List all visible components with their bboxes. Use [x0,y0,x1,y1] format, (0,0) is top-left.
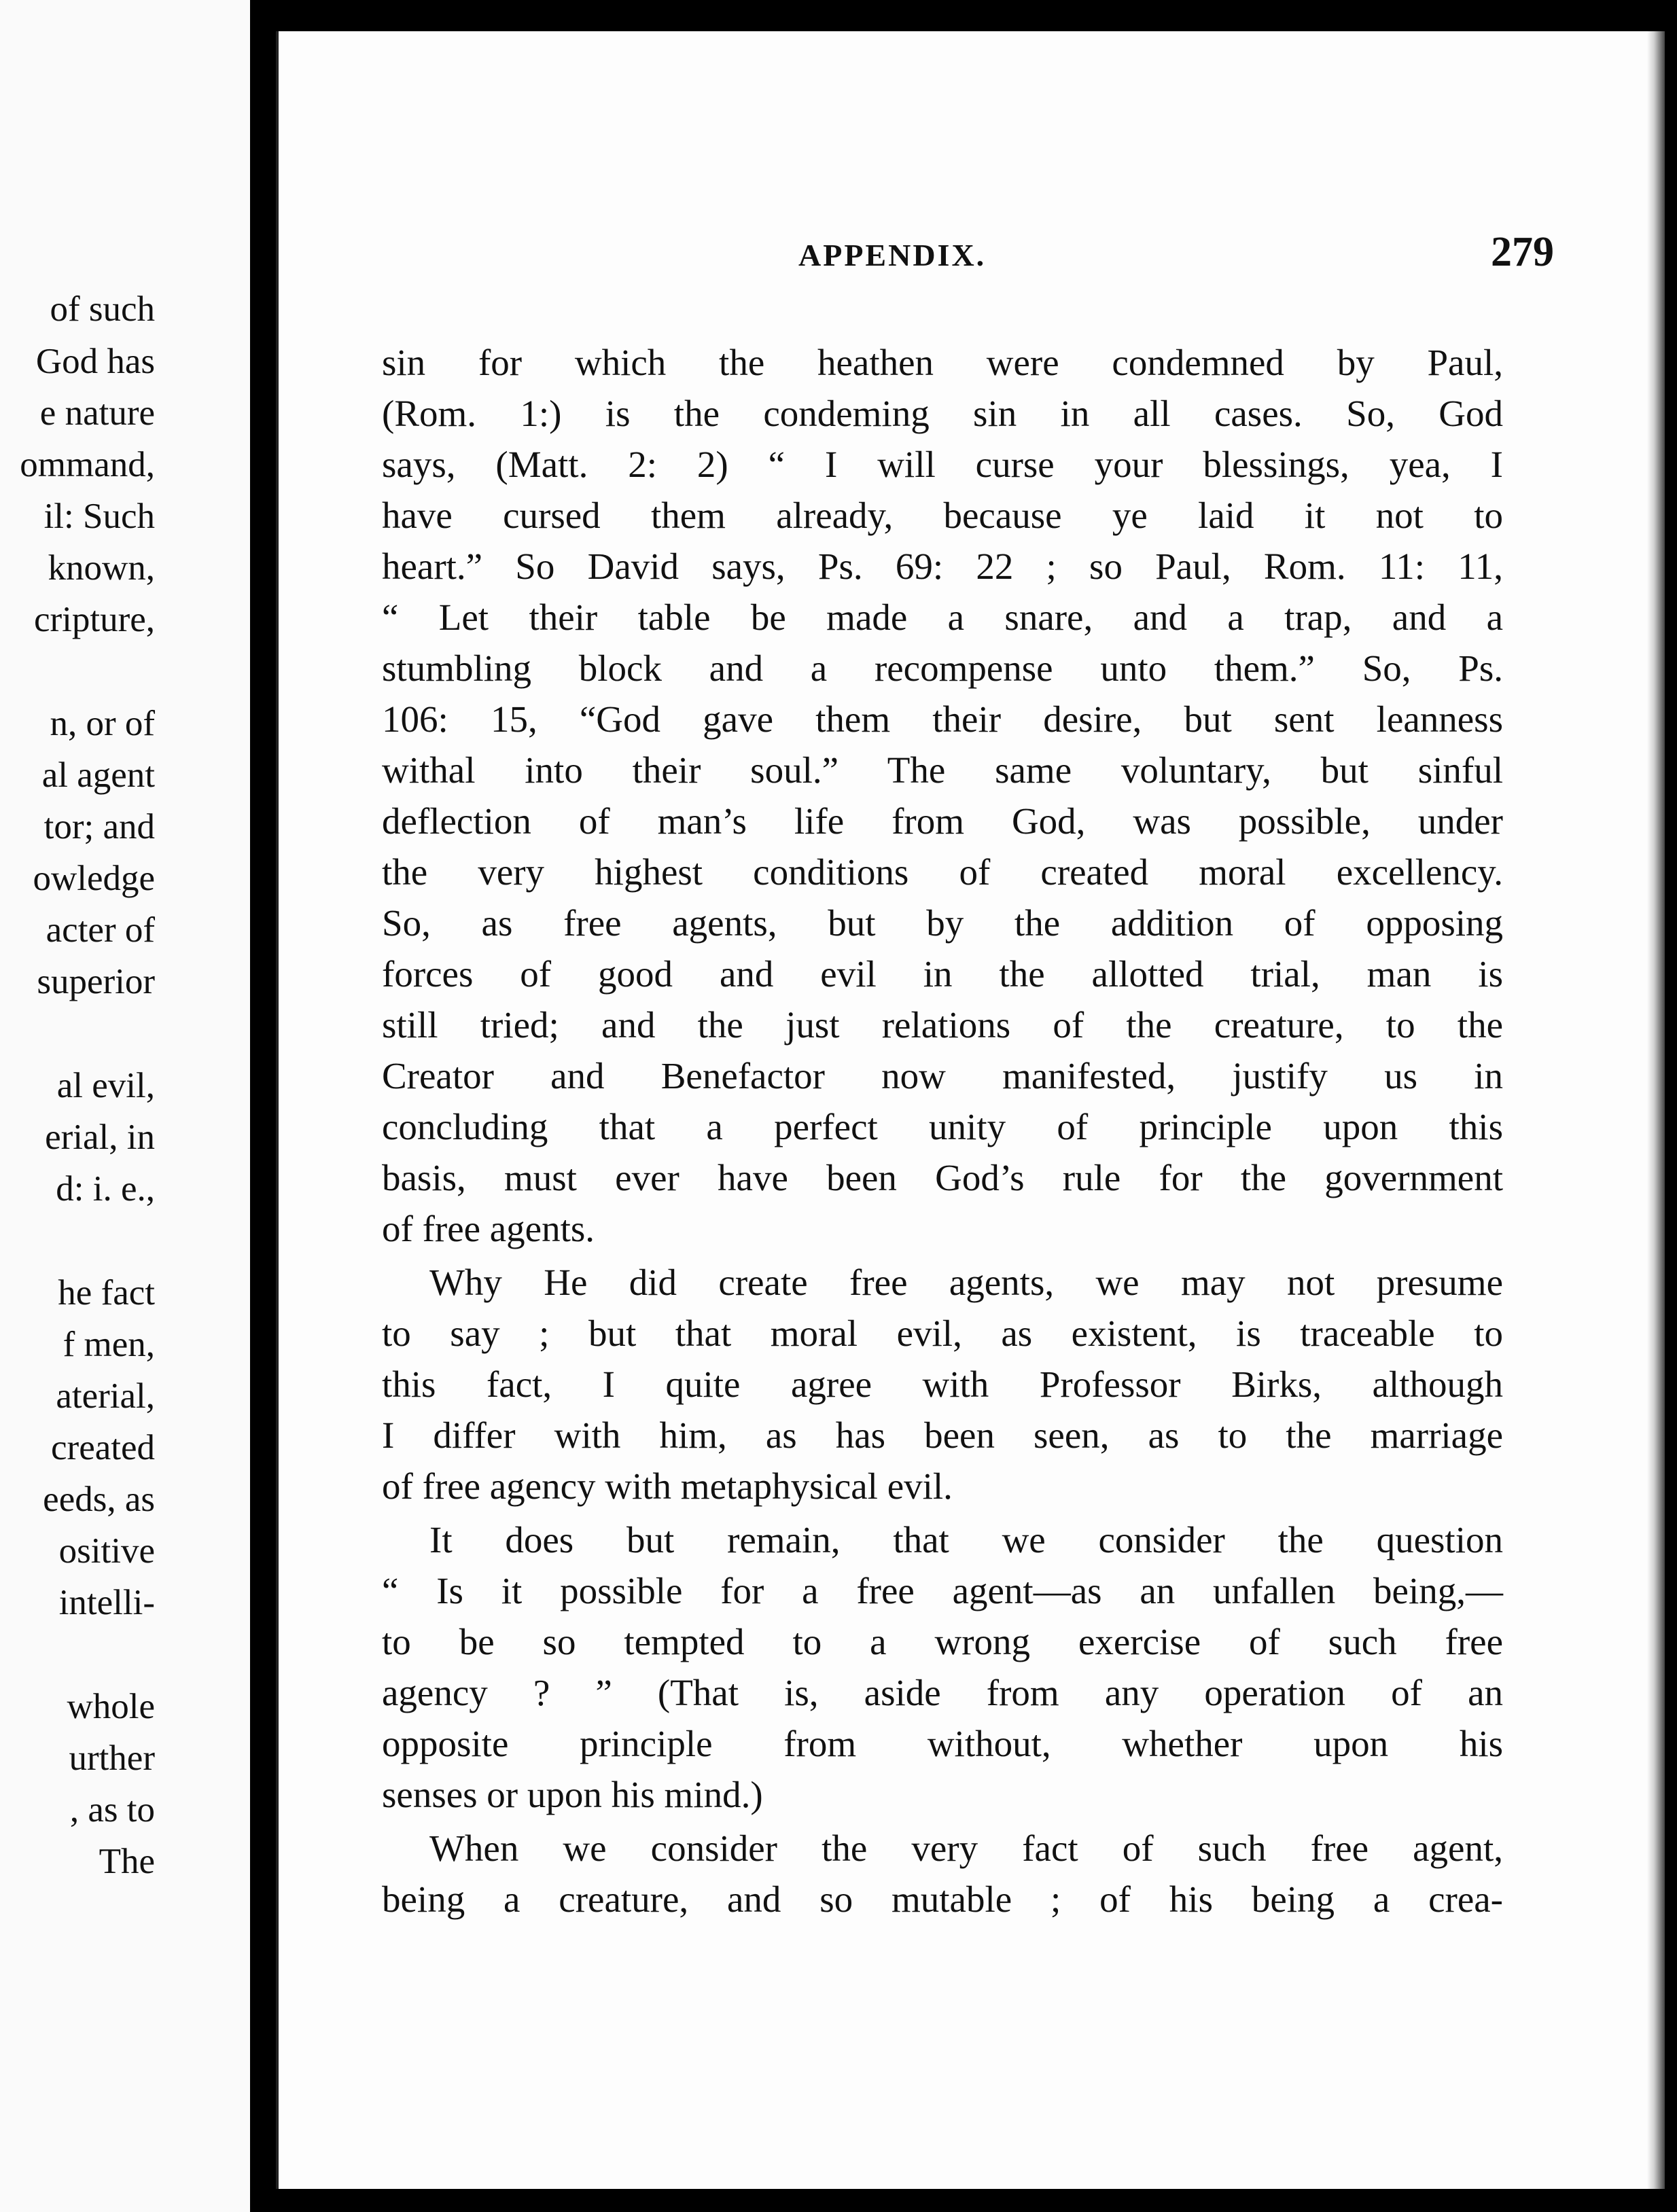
text-line: withal into their soul.” The same voluntary, but sinful [382,749,1503,791]
text-line: agency ? ” (That is, aside from any operation of an [382,1672,1503,1713]
text-line: to say ; but that moral evil, as existent, is traceable to [382,1313,1503,1354]
left-facing-page [0,0,250,2212]
left-page-line: d: i. e., [56,1169,155,1209]
text-line: deflection of man’s life from God, was possible, under [382,800,1503,842]
left-page-line: aterial, [56,1376,155,1416]
left-page-line: owledge [33,859,155,898]
left-page-line: cripture, [33,600,155,639]
running-head: APPENDIX. [798,238,987,272]
text-line: “ Let their table be made a snare, and a trap, and a [382,596,1503,638]
left-page-line: urther [69,1738,155,1778]
text-line: 106: 15, “God gave them their desire, but sent leanness [382,698,1503,740]
left-page-line: ommand, [20,445,155,484]
left-page-line: n, or of [50,704,155,743]
left-page-line: created [51,1428,155,1467]
left-page-line: tor; and [43,807,155,846]
left-page-line: acter of [46,910,155,950]
text-line: have cursed them already, because ye laid it not to [382,495,1503,536]
text-line: I differ with him, as has been seen, as to the marriage [382,1414,1503,1456]
left-page-line: ositive [58,1531,155,1571]
text-line: of free agents. [382,1208,595,1249]
paragraph [382,1823,1503,1925]
left-page-line: f men, [63,1325,155,1364]
left-page-line: il: Such [43,497,155,536]
text-line: “ Is it possible for a free agent—as an unfallen being,— [382,1570,1503,1611]
left-page-line: God has [35,342,155,381]
text-line: senses or upon his mind.) [382,1774,763,1815]
left-page-line: erial, in [45,1118,155,1157]
paragraph [382,1257,1503,1512]
paragraph [382,337,1503,1254]
text-line: (Rom. 1:) is the condeming sin in all cases. So, God [382,393,1503,434]
text-line: opposite principle from without, whether upon his [382,1723,1503,1764]
left-page-line: , as to [69,1790,155,1830]
book-gutter [250,0,276,2212]
text-line: concluding that a perfect unity of principle upon this [382,1106,1503,1147]
text-line: forces of good and evil in the allotted trial, man is [382,953,1503,995]
left-page-line: he fact [58,1273,155,1313]
body-text [382,337,1503,1925]
text-line: still tried; and the just relations of the creature, to the [382,1004,1503,1046]
left-page-line: superior [37,962,155,1001]
book-page [276,31,1665,2189]
text-line: So, as free agents, but by the addition of opposing [382,902,1503,944]
text-line: of free agency with metaphysical evil. [382,1465,953,1507]
text-line: says, (Matt. 2: 2) “ I will curse your blessings, yea, I [382,444,1503,485]
text-line: being a creature, and so mutable ; of his being a crea- [382,1878,1503,1920]
text-line: sin for which the heathen were condemned by Paul, [382,342,1503,383]
left-page-line: whole [67,1687,155,1726]
left-page-line: known, [48,548,155,588]
page-number: 279 [1491,229,1554,275]
left-page-line: intelli- [58,1583,155,1622]
text-line: basis, must ever have been God’s rule for the government [382,1157,1503,1198]
text-line: Creator and Benefactor now manifested, justify us in [382,1055,1503,1096]
left-page-line: The [99,1842,155,1881]
left-page-line: eeds, as [43,1480,155,1519]
page-edge-shadow [1647,31,1665,2189]
paragraph [382,1514,1503,1820]
text-line: Why He did create free agents, we may not presume [429,1262,1503,1303]
left-page-line: al agent [41,755,155,795]
text-line: When we consider the very fact of such free agent, [429,1827,1503,1869]
left-page-line: e nature [39,393,155,433]
text-line: It does but remain, that we consider the question [429,1519,1503,1560]
text-line: heart.” So David says, Ps. 69: 22 ; so Paul, Rom. 11: 11, [382,546,1503,587]
left-page-line: al evil, [56,1066,155,1105]
text-line: stumbling block and a recompense unto them.” So, Ps. [382,647,1503,689]
text-line: the very highest conditions of created moral excellency. [382,851,1503,893]
text-line: this fact, I quite agree with Professor Birks, although [382,1363,1503,1405]
text-line: to be so tempted to a wrong exercise of such free [382,1621,1503,1662]
left-page-line: of such [50,289,155,329]
